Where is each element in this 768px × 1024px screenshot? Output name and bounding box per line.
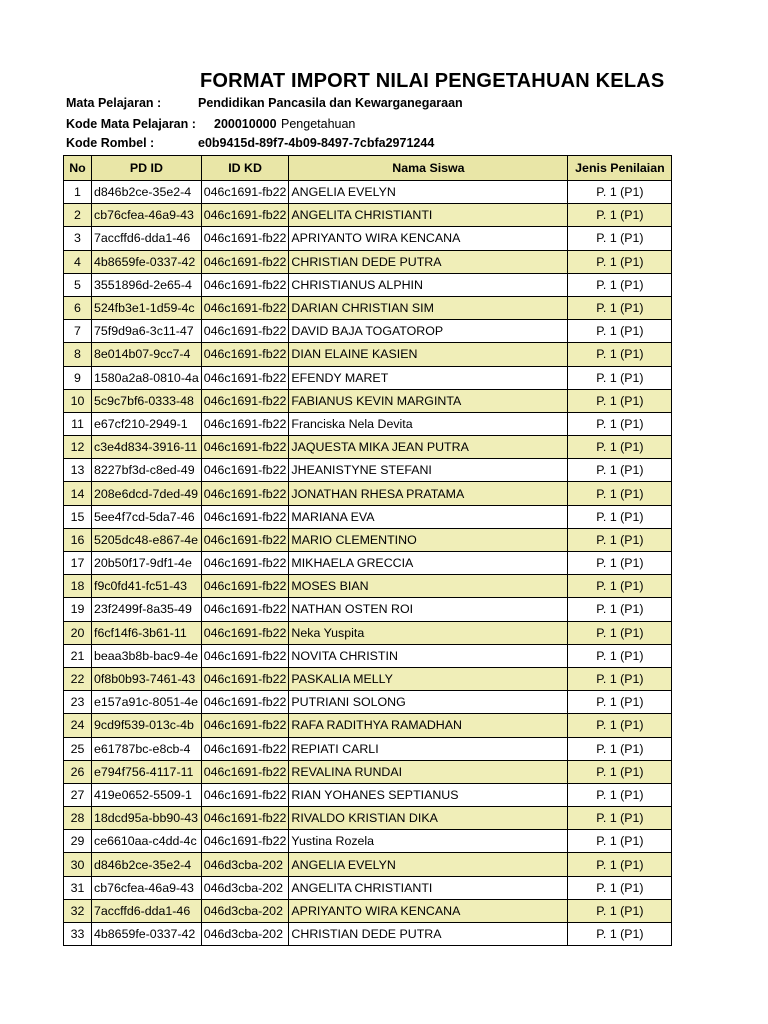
cell-nama-siswa: APRIYANTO WIRA KENCANA: [289, 899, 568, 922]
cell-jenis-penilaian: P. 1 (P1): [568, 250, 672, 273]
cell-id-kd: 046c1691-fb22: [201, 528, 289, 551]
header-jenis-penilaian: Jenis Penilaian: [568, 156, 672, 181]
cell-nama-siswa: FABIANUS KEVIN MARGINTA: [289, 389, 568, 412]
rombel-label: Kode Rombel :: [66, 136, 155, 150]
cell-jenis-penilaian: P. 1 (P1): [568, 760, 672, 783]
header-pd-id: PD ID: [92, 156, 202, 181]
cell-no: 30: [64, 853, 92, 876]
table-row: [64, 296, 672, 319]
cell-no: 20: [64, 621, 92, 644]
cell-jenis-penilaian: P. 1 (P1): [568, 389, 672, 412]
cell-pd-id: 5c9c7bf6-0333-48: [92, 389, 202, 412]
table-row: [64, 459, 672, 482]
table-row: [64, 760, 672, 783]
table-row: [64, 644, 672, 667]
cell-no: 3: [64, 227, 92, 250]
table-row: [64, 389, 672, 412]
cell-no: 26: [64, 760, 92, 783]
cell-jenis-penilaian: P. 1 (P1): [568, 667, 672, 690]
cell-pd-id: ce6610aa-c4dd-4c: [92, 830, 202, 853]
cell-jenis-penilaian: P. 1 (P1): [568, 227, 672, 250]
header-id-kd: ID KD: [201, 156, 289, 181]
cell-nama-siswa: PASKALIA MELLY: [289, 667, 568, 690]
cell-jenis-penilaian: P. 1 (P1): [568, 621, 672, 644]
table-row: [64, 436, 672, 459]
cell-nama-siswa: APRIYANTO WIRA KENCANA: [289, 227, 568, 250]
cell-jenis-penilaian: P. 1 (P1): [568, 482, 672, 505]
table-row: [64, 412, 672, 435]
cell-nama-siswa: CHRISTIANUS ALPHIN: [289, 273, 568, 296]
cell-nama-siswa: CHRISTIAN DEDE PUTRA: [289, 923, 568, 946]
cell-jenis-penilaian: P. 1 (P1): [568, 575, 672, 598]
cell-no: 33: [64, 923, 92, 946]
header-nama-siswa: Nama Siswa: [289, 156, 568, 181]
cell-nama-siswa: Yustina Rozela: [289, 830, 568, 853]
cell-id-kd: 046c1691-fb22: [201, 830, 289, 853]
mapel-label: Mata Pelajaran :: [66, 96, 162, 110]
table-row: [64, 598, 672, 621]
cell-jenis-penilaian: P. 1 (P1): [568, 807, 672, 830]
cell-pd-id: 4b8659fe-0337-42: [92, 923, 202, 946]
cell-nama-siswa: DARIAN CHRISTIAN SIM: [289, 296, 568, 319]
cell-jenis-penilaian: P. 1 (P1): [568, 737, 672, 760]
cell-id-kd: 046d3cba-202: [201, 923, 289, 946]
cell-id-kd: 046c1691-fb22: [201, 621, 289, 644]
cell-nama-siswa: Franciska Nela Devita: [289, 412, 568, 435]
cell-nama-siswa: RAFA RADITHYA RAMADHAN: [289, 714, 568, 737]
cell-jenis-penilaian: P. 1 (P1): [568, 204, 672, 227]
cell-nama-siswa: RIVALDO KRISTIAN DIKA: [289, 807, 568, 830]
cell-nama-siswa: REVALINA RUNDAI: [289, 760, 568, 783]
cell-pd-id: f6cf14f6-3b61-11: [92, 621, 202, 644]
cell-no: 15: [64, 505, 92, 528]
cell-no: 6: [64, 296, 92, 319]
table-row: [64, 343, 672, 366]
cell-jenis-penilaian: P. 1 (P1): [568, 459, 672, 482]
page-title: FORMAT IMPORT NILAI PENGETAHUAN KELAS: [200, 70, 665, 92]
cell-no: 16: [64, 528, 92, 551]
cell-pd-id: 4b8659fe-0337-42: [92, 250, 202, 273]
cell-nama-siswa: JONATHAN RHESA PRATAMA: [289, 482, 568, 505]
cell-id-kd: 046d3cba-202: [201, 899, 289, 922]
cell-id-kd: 046c1691-fb22: [201, 783, 289, 806]
cell-pd-id: d846b2ce-35e2-4: [92, 181, 202, 204]
cell-pd-id: d846b2ce-35e2-4: [92, 853, 202, 876]
cell-id-kd: 046c1691-fb22: [201, 807, 289, 830]
cell-nama-siswa: DIAN ELAINE KASIEN: [289, 343, 568, 366]
cell-id-kd: 046c1691-fb22: [201, 227, 289, 250]
cell-pd-id: f9c0fd41-fc51-43: [92, 575, 202, 598]
cell-nama-siswa: JHEANISTYNE STEFANI: [289, 459, 568, 482]
cell-pd-id: e794f756-4117-11: [92, 760, 202, 783]
table-header-row: [64, 156, 672, 181]
cell-pd-id: 0f8b0b93-7461-43: [92, 667, 202, 690]
cell-no: 23: [64, 691, 92, 714]
cell-nama-siswa: JAQUESTA MIKA JEAN PUTRA: [289, 436, 568, 459]
cell-nama-siswa: NATHAN OSTEN ROI: [289, 598, 568, 621]
table-row: [64, 667, 672, 690]
cell-pd-id: 75f9d9a6-3c11-47: [92, 320, 202, 343]
cell-id-kd: 046c1691-fb22: [201, 412, 289, 435]
cell-pd-id: e61787bc-e8cb-4: [92, 737, 202, 760]
cell-pd-id: 7accffd6-dda1-46: [92, 899, 202, 922]
table-row: [64, 923, 672, 946]
cell-no: 19: [64, 598, 92, 621]
cell-pd-id: e67cf210-2949-1: [92, 412, 202, 435]
cell-id-kd: 046c1691-fb22: [201, 343, 289, 366]
table-row: [64, 482, 672, 505]
cell-pd-id: 9cd9f539-013c-4b: [92, 714, 202, 737]
table-row: [64, 552, 672, 575]
cell-id-kd: 046c1691-fb22: [201, 598, 289, 621]
table-row: [64, 320, 672, 343]
cell-jenis-penilaian: P. 1 (P1): [568, 691, 672, 714]
table-row: [64, 853, 672, 876]
cell-no: 18: [64, 575, 92, 598]
cell-no: 25: [64, 737, 92, 760]
cell-nama-siswa: PUTRIANI SOLONG: [289, 691, 568, 714]
cell-no: 12: [64, 436, 92, 459]
cell-pd-id: e157a91c-8051-4e: [92, 691, 202, 714]
cell-pd-id: 208e6dcd-7ded-49: [92, 482, 202, 505]
table-row: [64, 899, 672, 922]
cell-nama-siswa: RIAN YOHANES SEPTIANUS: [289, 783, 568, 806]
rombel-value: e0b9415d-89f7-4b09-8497-7cbfa2971244: [198, 136, 435, 150]
cell-nama-siswa: EFENDY MARET: [289, 366, 568, 389]
cell-id-kd: 046c1691-fb22: [201, 667, 289, 690]
cell-id-kd: 046c1691-fb22: [201, 760, 289, 783]
cell-nama-siswa: MIKHAELA GRECCIA: [289, 552, 568, 575]
cell-pd-id: 524fb3e1-1d59-4c: [92, 296, 202, 319]
table-row: [64, 227, 672, 250]
cell-jenis-penilaian: P. 1 (P1): [568, 343, 672, 366]
cell-nama-siswa: Neka Yuspita: [289, 621, 568, 644]
cell-id-kd: 046d3cba-202: [201, 853, 289, 876]
cell-id-kd: 046c1691-fb22: [201, 737, 289, 760]
cell-id-kd: 046c1691-fb22: [201, 436, 289, 459]
cell-jenis-penilaian: P. 1 (P1): [568, 644, 672, 667]
cell-jenis-penilaian: P. 1 (P1): [568, 505, 672, 528]
cell-jenis-penilaian: P. 1 (P1): [568, 830, 672, 853]
cell-no: 4: [64, 250, 92, 273]
table-row: [64, 737, 672, 760]
table-row: [64, 783, 672, 806]
cell-id-kd: 046c1691-fb22: [201, 459, 289, 482]
cell-pd-id: 419e0652-5509-1: [92, 783, 202, 806]
cell-jenis-penilaian: P. 1 (P1): [568, 552, 672, 575]
cell-no: 22: [64, 667, 92, 690]
cell-no: 10: [64, 389, 92, 412]
cell-no: 29: [64, 830, 92, 853]
cell-pd-id: 5ee4f7cd-5da7-46: [92, 505, 202, 528]
cell-no: 13: [64, 459, 92, 482]
table-row: [64, 273, 672, 296]
kode-mapel-extra: Pengetahuan: [281, 117, 356, 131]
cell-id-kd: 046c1691-fb22: [201, 204, 289, 227]
cell-id-kd: 046c1691-fb22: [201, 273, 289, 296]
cell-id-kd: 046c1691-fb22: [201, 552, 289, 575]
cell-no: 17: [64, 552, 92, 575]
table-row: [64, 621, 672, 644]
cell-jenis-penilaian: P. 1 (P1): [568, 528, 672, 551]
cell-jenis-penilaian: P. 1 (P1): [568, 436, 672, 459]
table-row: [64, 807, 672, 830]
cell-no: 7: [64, 320, 92, 343]
cell-jenis-penilaian: P. 1 (P1): [568, 412, 672, 435]
cell-nama-siswa: ANGELITA CHRISTIANTI: [289, 204, 568, 227]
cell-jenis-penilaian: P. 1 (P1): [568, 783, 672, 806]
cell-pd-id: c3e4d834-3916-11: [92, 436, 202, 459]
cell-pd-id: 23f2499f-8a35-49: [92, 598, 202, 621]
mapel-value: Pendidikan Pancasila dan Kewarganegaraan: [198, 96, 463, 110]
table-row: [64, 181, 672, 204]
cell-id-kd: 046c1691-fb22: [201, 691, 289, 714]
cell-no: 5: [64, 273, 92, 296]
table-body: [64, 181, 672, 946]
cell-nama-siswa: MARIO CLEMENTINO: [289, 528, 568, 551]
cell-nama-siswa: ANGELITA CHRISTIANTI: [289, 876, 568, 899]
cell-no: 27: [64, 783, 92, 806]
table-row: [64, 876, 672, 899]
cell-nama-siswa: ANGELIA EVELYN: [289, 853, 568, 876]
cell-pd-id: 8227bf3d-c8ed-49: [92, 459, 202, 482]
table-row: [64, 204, 672, 227]
cell-pd-id: 7accffd6-dda1-46: [92, 227, 202, 250]
cell-pd-id: 18dcd95a-bb90-43: [92, 807, 202, 830]
table-row: [64, 505, 672, 528]
cell-no: 14: [64, 482, 92, 505]
kode-mapel-label: Kode Mata Pelajaran :: [66, 117, 196, 131]
cell-id-kd: 046c1691-fb22: [201, 320, 289, 343]
cell-no: 21: [64, 644, 92, 667]
cell-no: 32: [64, 899, 92, 922]
cell-nama-siswa: MARIANA EVA: [289, 505, 568, 528]
cell-nama-siswa: ANGELIA EVELYN: [289, 181, 568, 204]
cell-jenis-penilaian: P. 1 (P1): [568, 899, 672, 922]
cell-id-kd: 046c1691-fb22: [201, 366, 289, 389]
cell-no: 9: [64, 366, 92, 389]
cell-id-kd: 046c1691-fb22: [201, 714, 289, 737]
cell-jenis-penilaian: P. 1 (P1): [568, 923, 672, 946]
cell-pd-id: 5205dc48-e867-4e: [92, 528, 202, 551]
cell-no: 24: [64, 714, 92, 737]
table-row: [64, 250, 672, 273]
cell-jenis-penilaian: P. 1 (P1): [568, 714, 672, 737]
cell-id-kd: 046d3cba-202: [201, 876, 289, 899]
cell-no: 8: [64, 343, 92, 366]
table-row: [64, 714, 672, 737]
cell-id-kd: 046c1691-fb22: [201, 505, 289, 528]
cell-jenis-penilaian: P. 1 (P1): [568, 876, 672, 899]
table-row: [64, 366, 672, 389]
cell-pd-id: 3551896d-2e65-4: [92, 273, 202, 296]
table-row: [64, 575, 672, 598]
cell-jenis-penilaian: P. 1 (P1): [568, 273, 672, 296]
nilai-table: [63, 155, 672, 946]
cell-pd-id: cb76cfea-46a9-43: [92, 204, 202, 227]
table-row: [64, 691, 672, 714]
cell-pd-id: 1580a2a8-0810-4a: [92, 366, 202, 389]
cell-pd-id: cb76cfea-46a9-43: [92, 876, 202, 899]
cell-nama-siswa: NOVITA CHRISTIN: [289, 644, 568, 667]
cell-no: 1: [64, 181, 92, 204]
cell-id-kd: 046c1691-fb22: [201, 389, 289, 412]
cell-no: 31: [64, 876, 92, 899]
cell-no: 11: [64, 412, 92, 435]
cell-id-kd: 046c1691-fb22: [201, 575, 289, 598]
cell-no: 28: [64, 807, 92, 830]
table-row: [64, 830, 672, 853]
cell-id-kd: 046c1691-fb22: [201, 482, 289, 505]
cell-id-kd: 046c1691-fb22: [201, 644, 289, 667]
header-no: No: [64, 156, 92, 181]
cell-jenis-penilaian: P. 1 (P1): [568, 181, 672, 204]
cell-pd-id: 8e014b07-9cc7-4: [92, 343, 202, 366]
kode-mapel-value: 200010000: [214, 117, 277, 131]
table-row: [64, 528, 672, 551]
cell-nama-siswa: DAVID BAJA TOGATOROP: [289, 320, 568, 343]
cell-jenis-penilaian: P. 1 (P1): [568, 296, 672, 319]
cell-jenis-penilaian: P. 1 (P1): [568, 598, 672, 621]
cell-jenis-penilaian: P. 1 (P1): [568, 320, 672, 343]
cell-pd-id: beaa3b8b-bac9-4e: [92, 644, 202, 667]
cell-pd-id: 20b50f17-9df1-4e: [92, 552, 202, 575]
cell-nama-siswa: MOSES BIAN: [289, 575, 568, 598]
cell-nama-siswa: CHRISTIAN DEDE PUTRA: [289, 250, 568, 273]
cell-id-kd: 046c1691-fb22: [201, 296, 289, 319]
cell-id-kd: 046c1691-fb22: [201, 181, 289, 204]
cell-nama-siswa: REPIATI CARLI: [289, 737, 568, 760]
cell-id-kd: 046c1691-fb22: [201, 250, 289, 273]
cell-jenis-penilaian: P. 1 (P1): [568, 366, 672, 389]
cell-jenis-penilaian: P. 1 (P1): [568, 853, 672, 876]
cell-no: 2: [64, 204, 92, 227]
